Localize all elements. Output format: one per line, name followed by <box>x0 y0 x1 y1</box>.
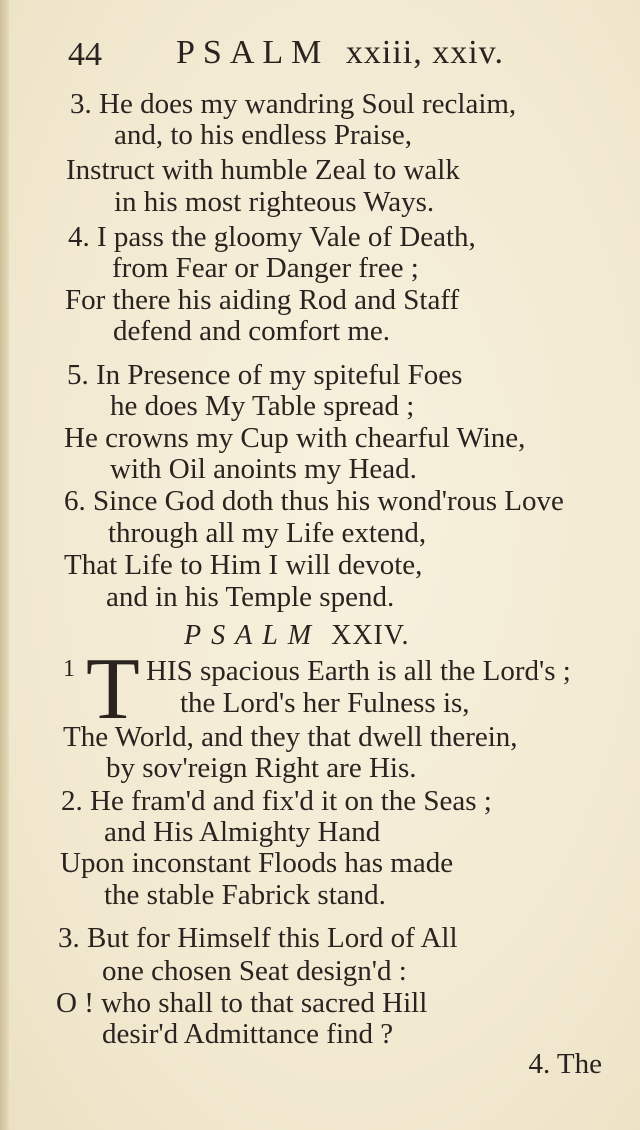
psalm24-verse-number: 1 <box>63 656 75 682</box>
psalm23-line-5: 4. I pass the gloomy Vale of Death, <box>68 221 476 253</box>
psalm24-line-7: Upon inconstant Floods has made <box>60 847 454 879</box>
psalm24-line-5: 2. He fram'd and fix'd it on the Seas ; <box>61 785 492 817</box>
psalm23-line-13: 6. Since God doth thus his wond'rous Love <box>64 485 564 517</box>
page-number: 44 <box>68 36 102 73</box>
psalm24-line-9: 3. But for Himself this Lord of All <box>58 922 458 954</box>
psalm23-line-14: through all my Life extend, <box>108 517 427 549</box>
psalm24-title <box>184 620 410 652</box>
psalm23-line-7: For there his aiding Rod and Staff <box>65 284 460 316</box>
drop-cap: T <box>86 641 140 738</box>
psalm24-title-number: XXIV. <box>331 620 410 651</box>
running-head-psalm-numbers: xxiii, xxiv. <box>345 34 504 71</box>
psalm23-line-3: Instruct with humble Zeal to walk <box>66 154 460 186</box>
psalm23-line-10: he does My Table spread ; <box>110 390 415 422</box>
psalm24-line-1: HIS spacious Earth is all the Lord's ; <box>146 655 571 687</box>
psalm23-line-9: 5. In Presence of my spiteful Foes <box>67 359 463 391</box>
psalm23-line-6: from Fear or Danger free ; <box>112 252 419 284</box>
psalm23-line-16: and in his Temple spend. <box>106 581 395 613</box>
psalm23-line-15: That Life to Him I will devote, <box>64 549 423 581</box>
psalm24-line-3: The World, and they that dwell therein, <box>63 721 518 753</box>
psalm24-line-2: the Lord's her Fulness is, <box>180 687 470 719</box>
catchword: 4. The <box>528 1048 602 1080</box>
psalm23-line-1: 3. He does my wandring Soul reclaim, <box>70 88 517 120</box>
psalm23-line-2: and, to his endless Praise, <box>114 119 413 151</box>
psalm23-line-4: in his most righteous Ways. <box>114 186 435 218</box>
psalm23-line-11: He crowns my Cup with chearful Wine, <box>64 422 526 454</box>
page-gutter <box>0 0 9 1130</box>
psalm24-line-11: O ! who shall to that sacred Hill <box>56 987 428 1019</box>
psalm24-line-8: the stable Fabrick stand. <box>104 879 386 911</box>
psalm24-line-12: desir'd Admittance find ? <box>102 1018 394 1050</box>
page-header <box>68 32 568 76</box>
psalm23-line-8: defend and comfort me. <box>113 315 391 347</box>
psalm24-title-word: PSALM <box>184 620 322 651</box>
running-head <box>176 34 504 72</box>
psalm24-line-4: by sov'reign Right are His. <box>106 752 417 784</box>
psalm24-line-10: one chosen Seat design'd : <box>102 955 407 987</box>
psalm23-line-12: with Oil anoints my Head. <box>110 453 417 485</box>
running-head-title: PSALM <box>176 34 330 71</box>
psalm24-line-6: and His Almighty Hand <box>104 816 381 848</box>
